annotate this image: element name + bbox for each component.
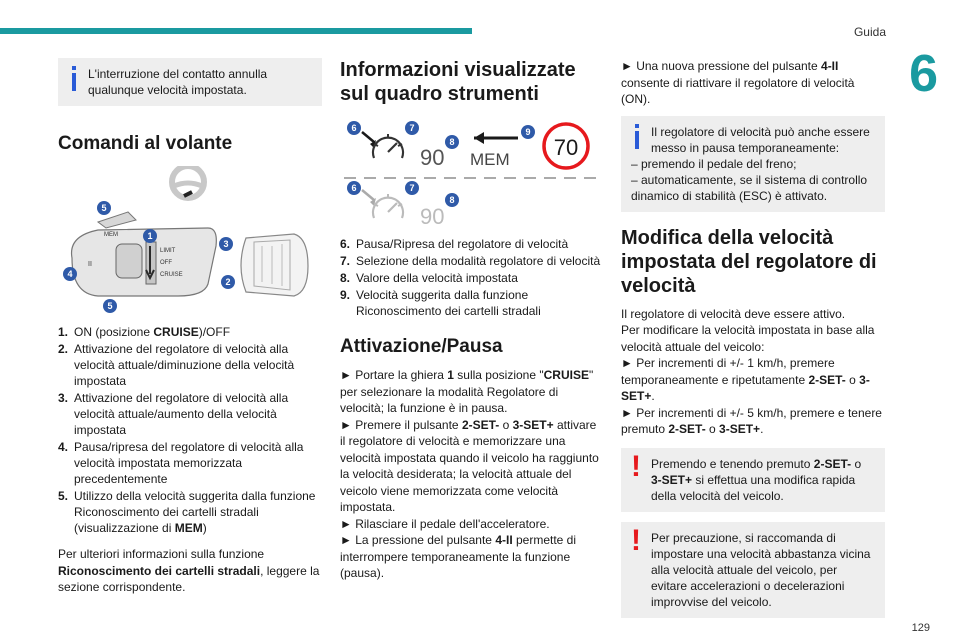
instruction-text: Per modificare la velocità impostata in base alla velocità attuale del veicolo: <box>621 323 875 354</box>
section-heading-steering-controls: Comandi al volante <box>58 133 233 154</box>
cruise-control-stalk <box>72 212 217 296</box>
list-item: 6. Pausa/Ripresa del regolatore di velocità <box>340 237 569 251</box>
info-note-line: – premendo il pedale del freno; <box>631 156 797 171</box>
svg-text:LIMIT: LIMIT <box>160 248 176 254</box>
info-note-pause <box>621 116 885 212</box>
svg-text:1: 1 <box>147 231 153 241</box>
instruction-step: ► Per incrementi di +/- 1 km/h, premere temporaneamente e ripetutamente 2-SET- o 3-SET+. <box>621 356 870 403</box>
svg-text:8: 8 <box>449 195 455 205</box>
section-heading-dashboard-info: Informazioni visualizzate sul quadro strumenti <box>340 59 576 105</box>
list-item: 2. Attivazione del regolatore di velocità alla velocità attuale/diminuzione della velocità impostata <box>58 342 295 388</box>
modify-speed-instructions <box>621 306 885 438</box>
instruction-text: Il regolatore di velocità deve essere attivo. <box>621 306 846 321</box>
instruction-step: ► Premere il pulsante 2-SET- o 3-SET+ attivare il regolatore di velocità e memorizzare una velocità impostata quando il veicolo ha raggiunto la velocità desiderata; la velocità attuale del veicolo viene memorizzata come velocità impostata. <box>340 417 599 514</box>
svg-text:3: 3 <box>223 239 229 249</box>
info-icon <box>68 66 82 98</box>
section-title: Guida <box>853 25 886 39</box>
arrow-left-icon <box>474 132 518 144</box>
svg-text:7: 7 <box>409 183 415 193</box>
steering-controls-legend <box>58 324 322 536</box>
instruction-step: ► Per incrementi di +/- 5 km/h, premere e tenere premuto 2-SET- o 3-SET+. <box>621 405 882 436</box>
instruction-step: ► Rilasciare il pedale dell'acceleratore. <box>340 516 550 531</box>
svg-text:OFF: OFF <box>160 260 172 266</box>
section-heading-activation: Attivazione/Pausa <box>340 336 503 357</box>
steering-controls-diagram <box>58 166 322 316</box>
cruise-pause-icon-grey <box>362 190 376 206</box>
set-speed-value-grey: 90 <box>420 204 445 229</box>
info-note-text: Il regolatore di velocità può anche essere messo in pausa temporaneamente: <box>651 124 870 155</box>
svg-text:CRUISE: CRUISE <box>160 272 183 278</box>
page-number: 129 <box>911 622 930 634</box>
set-speed-value: 90 <box>420 145 445 170</box>
warning-note-text: Premendo e tenendo premuto 2-SET- o 3-SET+ si effettua una modifica rapida della velocità del veicolo. <box>651 456 862 503</box>
stalk-end-view <box>241 234 308 296</box>
steering-wheel-icon <box>172 166 204 198</box>
svg-text:5: 5 <box>107 301 113 311</box>
reactivation-step: ► Una nuova pressione del pulsante 4-II consente di riattivare il regolatore di velocità (ON). <box>621 59 855 106</box>
info-note-line: – automaticamente, se il sistema di controllo dinamico di stabilità (ESC) è attivato. <box>631 172 868 203</box>
display-legend <box>340 236 604 319</box>
instrument-display-illustration <box>340 118 604 230</box>
list-item: 9. Velocità suggerita dalla funzione Riconoscimento dei cartelli stradali <box>340 288 541 318</box>
svg-text:MEM: MEM <box>104 232 118 238</box>
activation-instructions <box>340 367 604 582</box>
warning-note-text: Per precauzione, si raccomanda di impostare una velocità abbastanza vicina alla velocità attuale del veicolo, per evitare accelerazioni o decelerazioni improvvise del veicolo. <box>651 530 871 609</box>
svg-text:8: 8 <box>449 137 455 147</box>
svg-text:4: 4 <box>67 269 73 279</box>
svg-text:6: 6 <box>351 183 357 193</box>
list-item: 3. Attivazione del regolatore di velocità alla velocità attuale/aumento della velocità impostata <box>58 391 289 437</box>
svg-text:9: 9 <box>525 127 531 137</box>
warning-exclamation-icon: ! <box>631 449 641 483</box>
column-1 <box>58 58 322 596</box>
svg-text:2: 2 <box>225 277 231 287</box>
steering-controls-illustration <box>58 166 322 316</box>
list-item: 4. Pausa/ripresa del regolatore di velocità alla velocità impostata memorizzata precedentemente <box>58 440 304 486</box>
info-icon <box>631 124 645 156</box>
column-3 <box>621 58 885 618</box>
info-note <box>58 58 322 106</box>
svg-text:7: 7 <box>409 123 415 133</box>
info-note-text: L'interruzione del contatto annulla qualunque velocità impostata. <box>88 67 268 97</box>
warning-note-rapid-change <box>621 448 885 512</box>
list-item: 7. Selezione della modalità regolatore di velocità <box>340 254 601 268</box>
svg-text:70: 70 <box>553 135 579 160</box>
svg-text:5: 5 <box>101 203 107 213</box>
warning-exclamation-icon: ! <box>631 523 641 557</box>
warning-note-precaution <box>621 522 885 618</box>
instrument-display-diagram <box>340 118 604 230</box>
chapter-number: 6 <box>909 45 938 103</box>
column-2 <box>340 58 604 582</box>
instruction-step: ► Portare la ghiera 1 sulla posizione "CRUISE" per selezionare la modalità Regolatore di velocità; la funzione è in pausa. <box>340 368 594 415</box>
list-item: 1. ON (posizione CRUISE)/OFF <box>58 325 231 339</box>
header-accent-bar <box>0 28 472 34</box>
list-item: 8. Valore della velocità impostata <box>340 271 518 285</box>
further-info-paragraph: Per ulteriori informazioni sulla funzione Riconoscimento dei cartelli stradali, leggere la sezione corrispondente. <box>58 547 320 594</box>
svg-text:6: 6 <box>351 123 357 133</box>
svg-text:II: II <box>88 261 92 268</box>
list-item: 5. Utilizzo della velocità suggerita dalla funzione Riconoscimento dei cartelli stradali (visualizzazione di MEM) <box>58 489 316 535</box>
speedometer-icon <box>373 134 403 158</box>
instruction-step: ► La pressione del pulsante 4-II permette di interrompere temporaneamente la funzione (pausa). <box>340 533 577 580</box>
section-heading-modify-speed: Modifica della velocità impostata del regolatore di velocità <box>621 226 877 297</box>
mem-label: MEM <box>470 150 510 169</box>
speedometer-icon-grey <box>373 194 403 218</box>
speed-limit-sign-icon <box>544 124 588 168</box>
